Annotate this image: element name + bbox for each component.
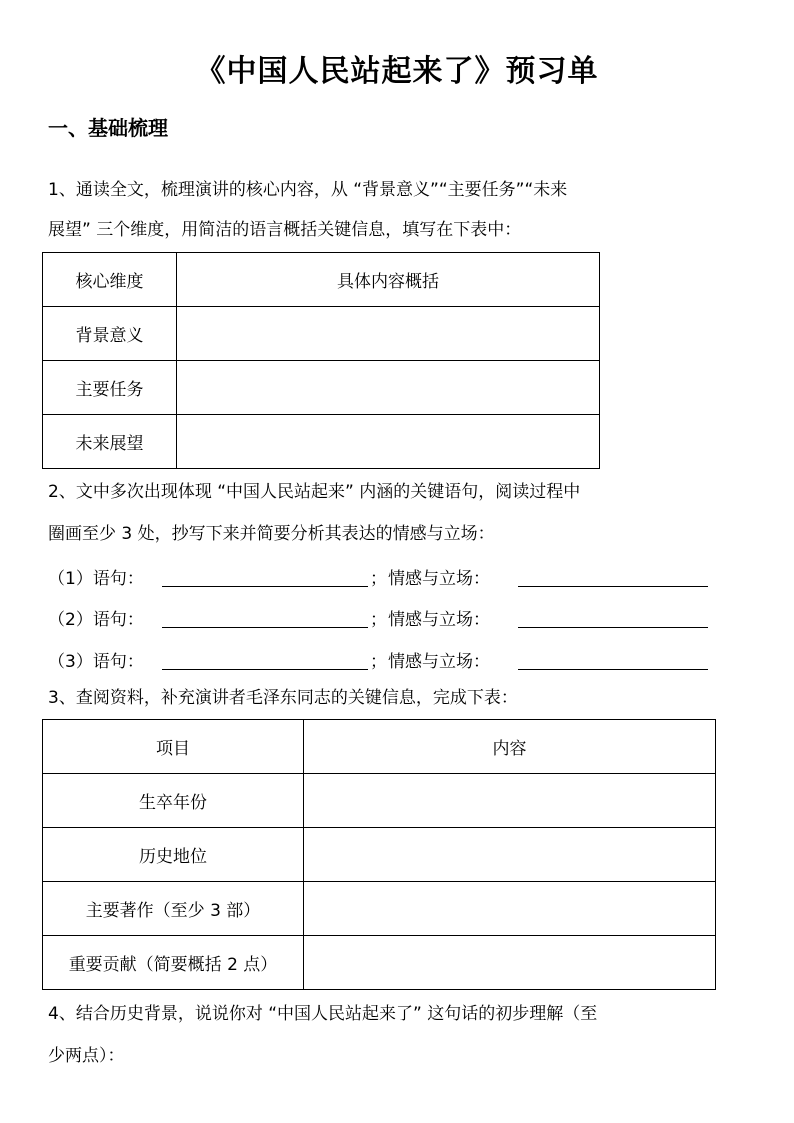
sentence-label: （1）语句： bbox=[48, 569, 144, 589]
dimension-cell: 主要任务 bbox=[43, 361, 177, 415]
dimension-cell: 未来展望 bbox=[43, 415, 177, 469]
table-header-cell: 内容 bbox=[304, 720, 716, 774]
table-header-cell: 具体内容概括 bbox=[177, 253, 600, 307]
table-row bbox=[43, 882, 716, 936]
table-header-cell: 项目 bbox=[43, 720, 304, 774]
separator: ； bbox=[370, 610, 387, 630]
answer-cell[interactable] bbox=[304, 828, 716, 882]
document-title: 《中国人民站起来了》预习单 bbox=[195, 54, 599, 89]
sentence-blank[interactable] bbox=[162, 669, 368, 670]
sentence-blank[interactable] bbox=[162, 586, 368, 587]
q2-answer-row bbox=[48, 605, 490, 630]
table-row bbox=[43, 774, 716, 828]
q1-line2: 展望” 三个维度，用简洁的语言概括关键信息，填写在下表中： bbox=[48, 220, 522, 240]
emotion-label: 情感与立场： bbox=[388, 610, 490, 630]
emotion-label: 情感与立场： bbox=[388, 652, 490, 672]
answer-cell[interactable] bbox=[177, 361, 600, 415]
item-cell: 主要著作（至少 3 部） bbox=[43, 882, 304, 936]
item-cell: 重要贡献（简要概括 2 点） bbox=[43, 936, 304, 990]
item-cell: 生卒年份 bbox=[43, 774, 304, 828]
q3-line1: 3、查阅资料，补充演讲者毛泽东同志的关键信息，完成下表： bbox=[48, 688, 518, 708]
q1-line1: 1、通读全文，梳理演讲的核心内容，从 “背景意义”“主要任务”“未来 bbox=[48, 180, 568, 200]
table-header-row bbox=[43, 253, 600, 307]
table-row bbox=[43, 415, 600, 469]
separator: ； bbox=[370, 652, 387, 672]
table-row bbox=[43, 307, 600, 361]
q2-answer-row bbox=[48, 647, 490, 672]
q2-line1: 2、文中多次出现体现 “中国人民站起来” 内涵的关键语句，阅读过程中 bbox=[48, 482, 581, 502]
table-header-cell: 核心维度 bbox=[43, 253, 177, 307]
section-heading-basics: 一、基础梳理 bbox=[48, 116, 168, 140]
table-header-row bbox=[43, 720, 716, 774]
table-row bbox=[43, 828, 716, 882]
answer-cell[interactable] bbox=[177, 307, 600, 361]
answer-cell[interactable] bbox=[304, 882, 716, 936]
emotion-blank[interactable] bbox=[518, 627, 708, 628]
q4-line1: 4、结合历史背景，说说你对 “中国人民站起来了” 这句话的初步理解（至 bbox=[48, 1004, 598, 1024]
author-info-table bbox=[42, 719, 716, 990]
q2-line2: 圈画至少 3 处，抄写下来并简要分析其表达的情感与立场： bbox=[48, 524, 495, 544]
q4-line2: 少两点）： bbox=[48, 1046, 125, 1066]
sentence-blank[interactable] bbox=[162, 627, 368, 628]
emotion-blank[interactable] bbox=[518, 669, 708, 670]
sentence-label: （2）语句： bbox=[48, 610, 144, 630]
separator: ； bbox=[370, 569, 387, 589]
emotion-blank[interactable] bbox=[518, 586, 708, 587]
table-row bbox=[43, 936, 716, 990]
answer-cell[interactable] bbox=[304, 774, 716, 828]
answer-cell[interactable] bbox=[304, 936, 716, 990]
table-row bbox=[43, 361, 600, 415]
item-cell: 历史地位 bbox=[43, 828, 304, 882]
q2-answer-row bbox=[48, 564, 490, 589]
answer-cell[interactable] bbox=[177, 415, 600, 469]
sentence-label: （3）语句： bbox=[48, 652, 144, 672]
core-dimension-table bbox=[42, 252, 600, 469]
emotion-label: 情感与立场： bbox=[388, 569, 490, 589]
dimension-cell: 背景意义 bbox=[43, 307, 177, 361]
